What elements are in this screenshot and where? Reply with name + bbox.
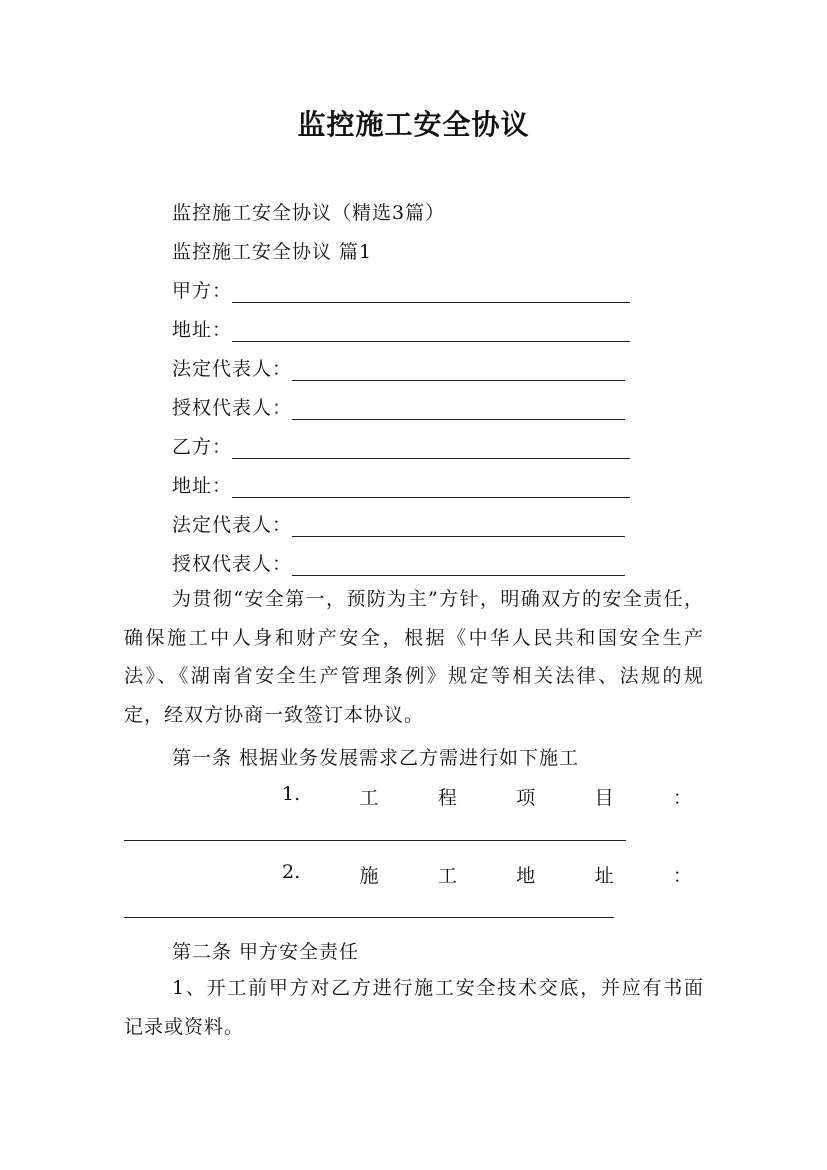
field-label: 法定代表人： — [172, 514, 293, 536]
article-2-item-1: 1、开工前甲方对乙方进行施工安全技术交底，并应有书面记录或资料。 — [124, 977, 704, 1038]
document-subtitle: 监控施工安全协议（精选3篇） — [172, 202, 446, 224]
field-party-a-legal-rep — [172, 354, 625, 381]
blank-line — [292, 362, 625, 381]
item-1-project — [282, 783, 692, 810]
field-party-b-authorized-rep — [172, 549, 625, 576]
field-party-b-legal-rep — [172, 510, 625, 537]
field-label: 授权代表人： — [172, 397, 293, 419]
blank-line — [232, 479, 630, 498]
field-label: 乙方： — [172, 436, 233, 458]
field-party-b-address — [172, 471, 630, 498]
blank-line — [292, 557, 625, 576]
field-label: 法定代表人： — [172, 358, 293, 380]
item-text: 目 — [594, 787, 614, 809]
blank-line — [124, 840, 626, 841]
field-party-a — [172, 276, 630, 303]
document-title: 监控施工安全协议 — [297, 108, 530, 141]
article-2-heading: 第二条 甲方安全责任 — [172, 941, 360, 963]
item-text: ： — [672, 787, 692, 809]
intro-paragraph: 为贯彻“安全第一，预防为主”方针，明确双方的安全责任，确保施工中人身和财产安全，根据《中华人民共和国安全生产法》、《湖南省安全生产管理条例》规定等相关法律、法规的规定，经双方协商一致签订本协议。 — [124, 588, 704, 726]
field-label: 授权代表人： — [172, 553, 293, 575]
blank-line — [232, 323, 630, 342]
item-text: 程 — [437, 787, 457, 809]
blank-line — [232, 284, 630, 303]
field-label: 地址： — [172, 475, 233, 497]
item-text: 2. — [282, 861, 301, 883]
field-party-a-authorized-rep — [172, 393, 625, 420]
article-1-heading: 第一条 根据业务发展需求乙方需进行如下施工 — [172, 747, 580, 769]
section-title: 监控施工安全协议 篇1 — [172, 241, 373, 263]
item-text: 址 — [594, 865, 614, 887]
field-label: 甲方： — [172, 280, 233, 302]
item-text: 地 — [516, 865, 536, 887]
item-text: 工 — [359, 787, 379, 809]
field-party-a-address — [172, 315, 630, 342]
blank-line — [232, 440, 630, 459]
blank-line — [124, 917, 614, 918]
item-text: 工 — [437, 865, 457, 887]
item-text: 项 — [516, 787, 536, 809]
item-2-address — [282, 861, 692, 888]
blank-line — [292, 518, 625, 537]
item-text: 1. — [282, 783, 301, 805]
item-text: 施 — [359, 865, 379, 887]
field-label: 地址： — [172, 319, 233, 341]
field-party-b — [172, 432, 630, 459]
item-text: ： — [672, 865, 692, 887]
blank-line — [292, 401, 625, 420]
